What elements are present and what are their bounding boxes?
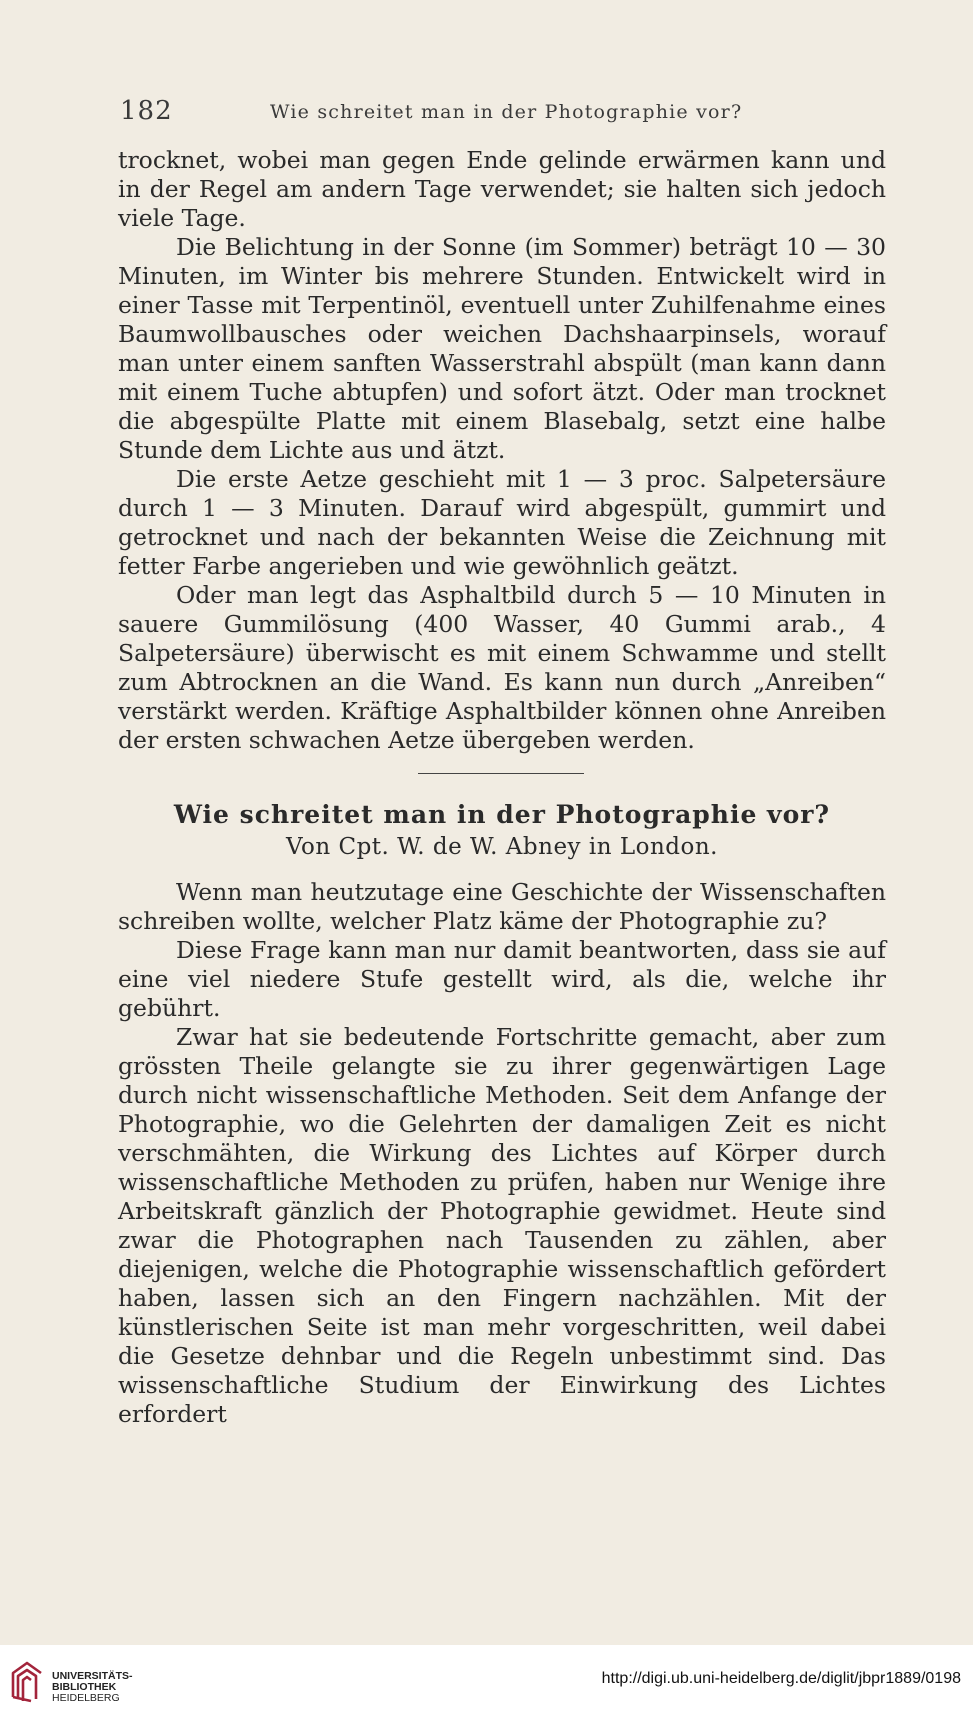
paragraph: trocknet, wobei man gegen Ende gelinde erwärmen kann und in der Regel am andern Tage verwendet; sie halten sich jedoch viele Tage. (118, 146, 886, 232)
paragraph: Oder man legt das Asphaltbild durch 5 — 10 Minuten in sauere Gummilösung (400 Wasser, 40 Gummi arab., 4 Salpetersäure) überwischt es mit einem Schwamme und stellt zum Abtrocknen an die Wand. Es kann nun durch „Anreiben“ verstärkt werden. Kräftige Asphaltbilder können ohne Anreiben der ersten schwachen Aetze übergeben werden. (118, 581, 886, 754)
page-number: 182 (120, 96, 173, 126)
running-head (120, 96, 890, 126)
library-name-line: BIBLIOTHEK (52, 1681, 117, 1693)
paragraph: Zwar hat sie bedeutende Fortschritte gemacht, aber zum grössten Theile gelangte sie zu ihrer gegenwärtigen Lage durch nicht wissenschaftliche Methoden. Seit dem Anfange der Photographie, wo die Gelehrten der damaligen Zeit es nicht verschmähten, die Wirkung des Lichtes auf Körper durch wissenschaftliche Methoden zu prüfen, haben nur Wenige ihre Arbeitskraft gänzlich der Photographie gewidmet. Heute sind zwar die Photographen nach Tausenden zu zählen, aber diejenigen, welche die Photographie wissenschaftlich gefördert haben, lassen sich an den Fingern nachzählen. Mit der künstlerischen Seite ist man mehr vorgeschritten, weil dabei die Gesetze dehnbar und die Regeln unbestimmt sind. Das wissenschaftliche Studium der Einwirkung des Lichtes erfordert (118, 1023, 886, 1428)
paragraph: Die erste Aetze geschieht mit 1 — 3 proc. Salpetersäure durch 1 — 3 Minuten. Darauf wird abgespült, gummirt und getrocknet und nach der bekannten Weise die Zeichnung mit fetter Farbe angerieben und wie gewöhnlich geätzt. (118, 465, 886, 580)
library-name-line: UNIVERSITÄTS- (52, 1670, 133, 1682)
section-divider (418, 773, 584, 774)
article-title: Wie schreitet man in der Photographie vor? (173, 800, 831, 829)
library-logo[interactable] (10, 1655, 160, 1707)
permalink-url[interactable]: http://digi.ub.uni-heidelberg.de/diglit/jbpr1889/0198 (601, 1670, 961, 1687)
body-text-article (118, 878, 886, 1429)
article-byline: Von Cpt. W. de W. Abney in London. (286, 834, 718, 860)
library-emblem-icon (10, 1659, 44, 1703)
footer-bar (0, 1645, 973, 1717)
paragraph: Die Belichtung in der Sonne (im Sommer) beträgt 10 — 30 Minuten, im Winter bis mehrere Stunden. Entwickelt wird in einer Tasse mit Terpentinöl, eventuell unter Zuhilfenahme eines Baumwollbausches oder weichen Dachshaarpinsels, worauf man unter einem sanften Wasserstrahl abspült (man kann dann mit einem Tuche abtupfen) und sofort ätzt. Oder man trocknet die abgespülte Platte mit einem Blasebalg, setzt eine halbe Stunde dem Lichte aus und ätzt. (118, 233, 886, 464)
paragraph: Diese Frage kann man nur damit beantworten, dass sie auf eine viel niedere Stufe gestellt wird, als die, welche ihr gebührt. (118, 936, 886, 1022)
library-name-line: HEIDELBERG (52, 1692, 120, 1704)
body-text-top (118, 146, 886, 755)
running-title: Wie schreitet man in der Photographie vor? (270, 101, 743, 123)
library-name (52, 1671, 133, 1704)
paragraph: Wenn man heutzutage eine Geschichte der Wissenschaften schreiben wollte, welcher Platz käme der Photographie zu? (118, 878, 886, 935)
